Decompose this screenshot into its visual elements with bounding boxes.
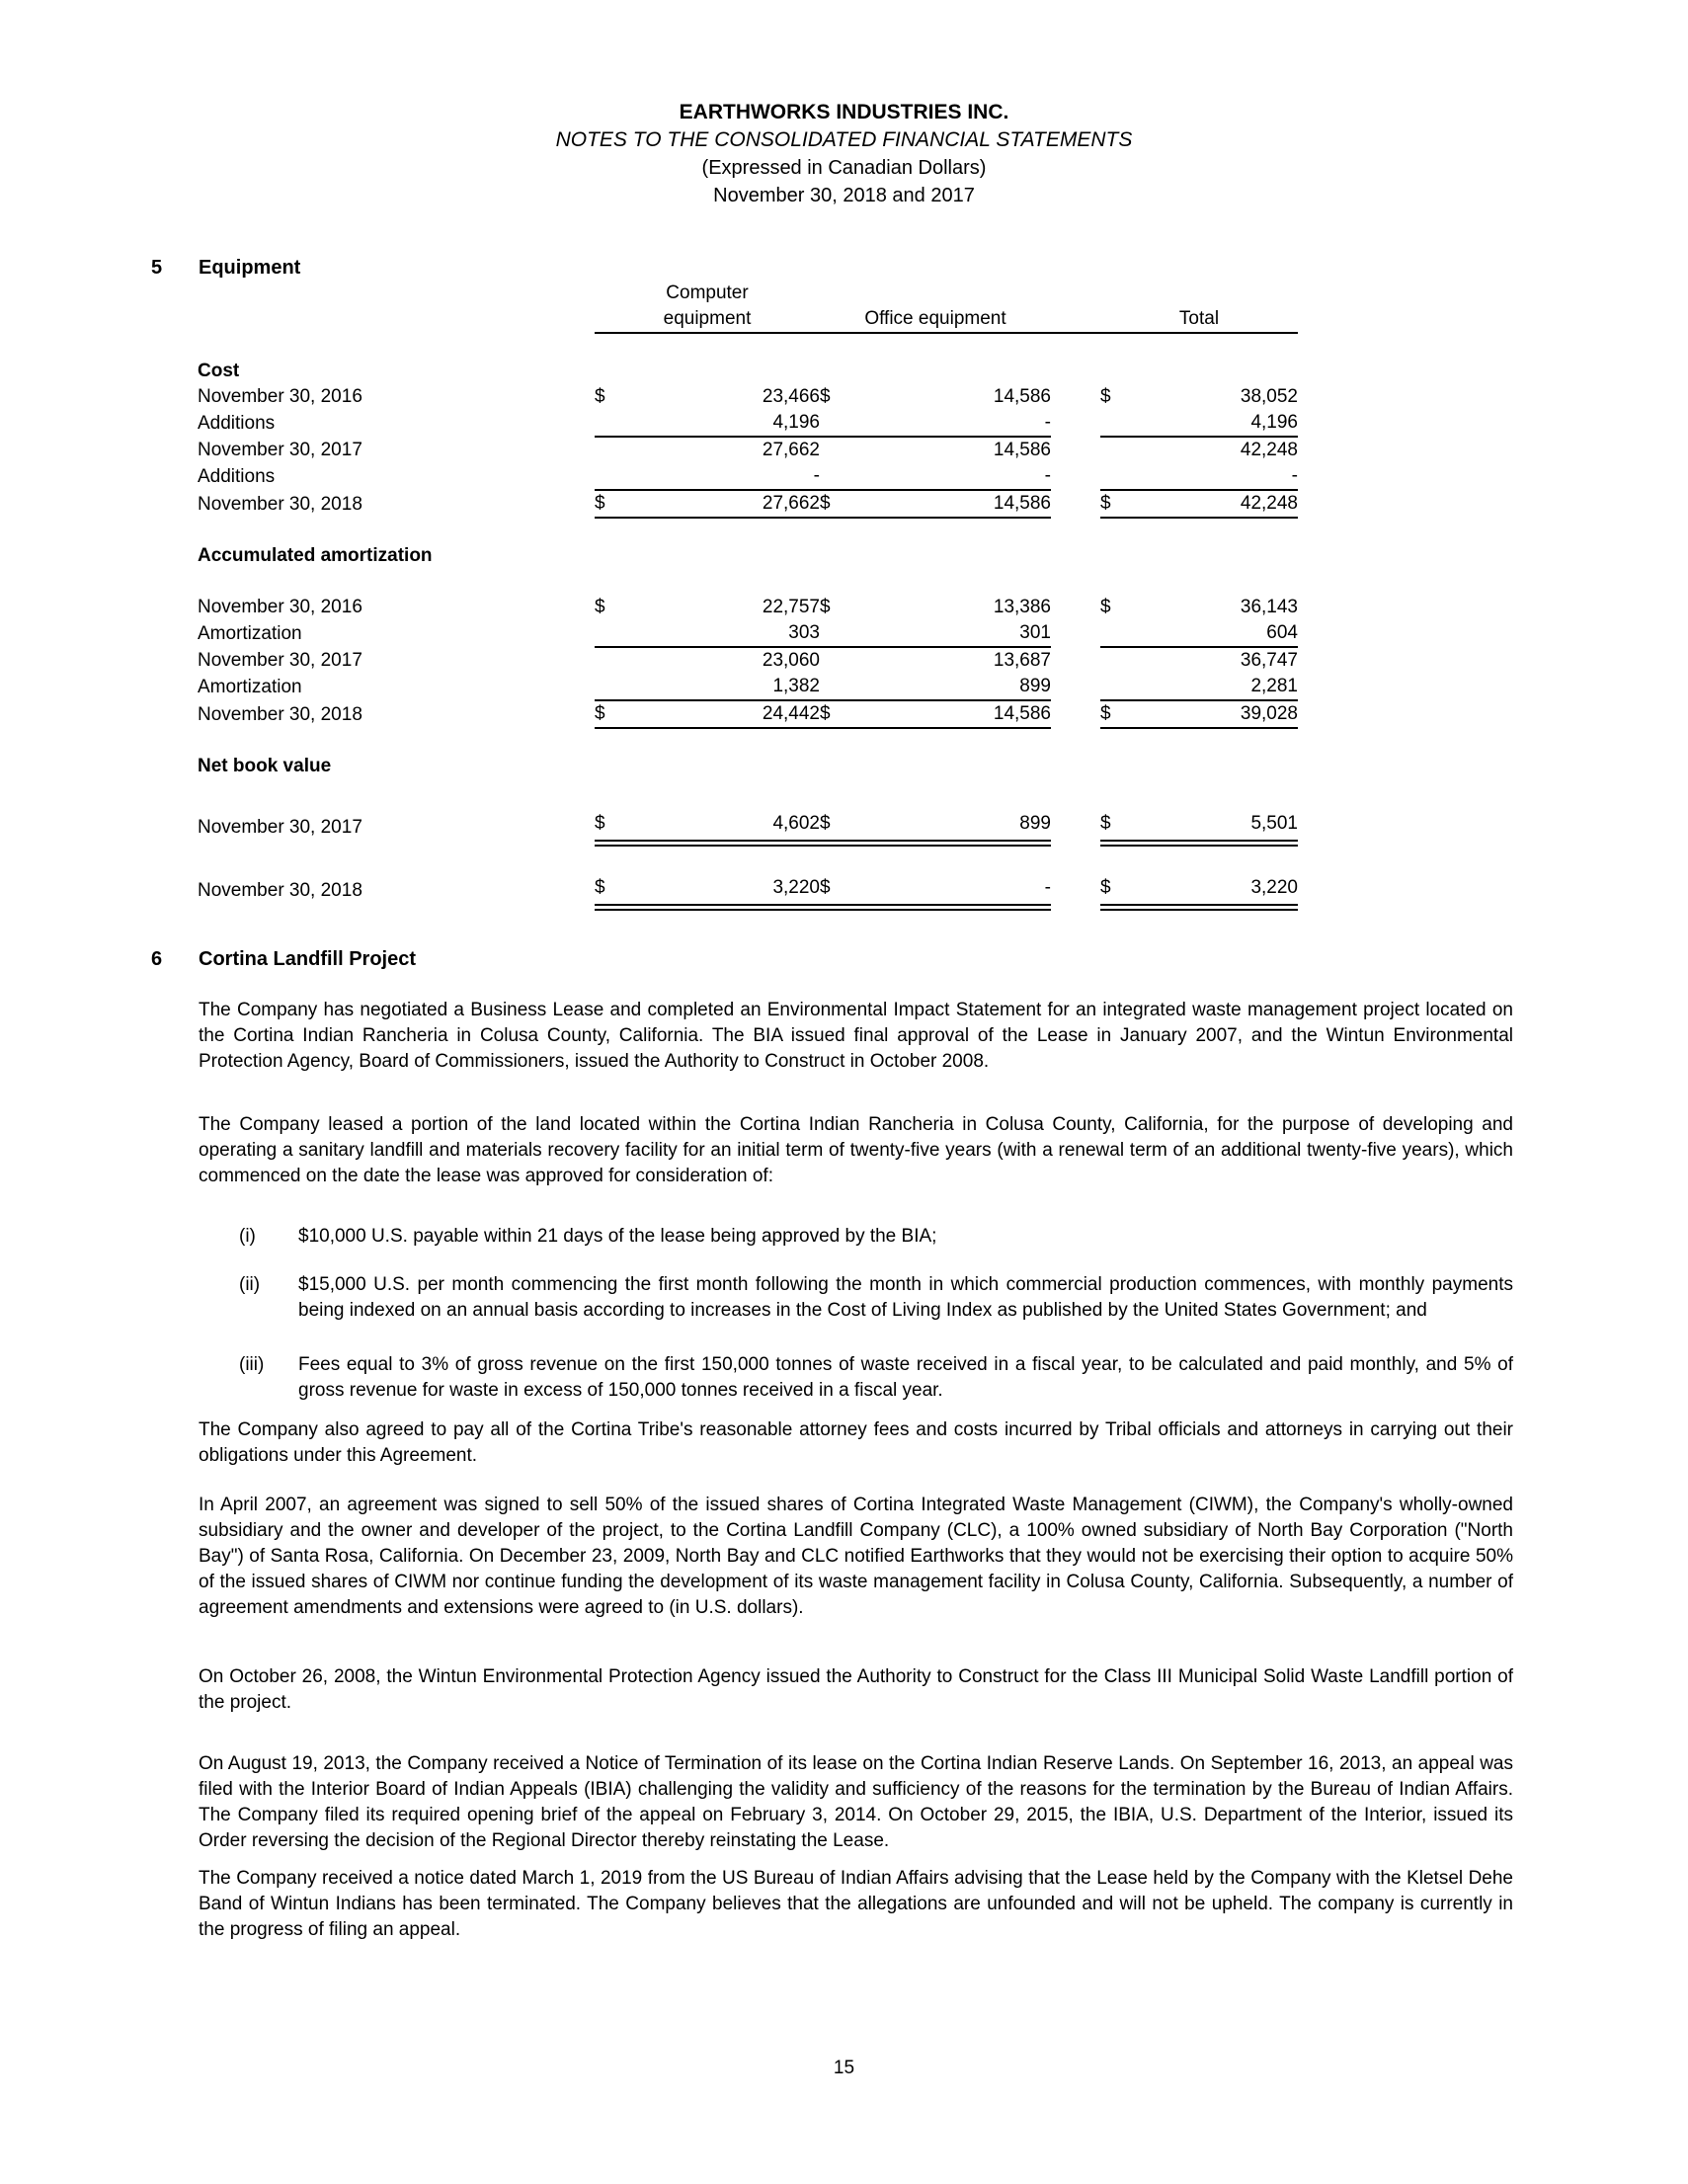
paragraph-attorney-fees: The Company also agreed to pay all of the Cortina Tribe's reasonable attorney fees and costs incurred by Tribal officials and attorneys in carrying out their obligations under this Agreement. xyxy=(199,1418,1513,1466)
cost-section-label-row xyxy=(198,359,1298,384)
amount-office: 899 xyxy=(855,674,1051,700)
column-gap xyxy=(1051,410,1100,437)
currency-symbol xyxy=(1100,437,1140,463)
currency-symbol xyxy=(595,674,624,700)
currency-symbol: $ xyxy=(1100,490,1140,518)
currency-symbol xyxy=(1100,674,1140,700)
column-gap xyxy=(1051,437,1100,463)
amount-office: - xyxy=(855,869,1051,908)
table-row xyxy=(198,620,1298,647)
page-number: 15 xyxy=(833,2058,855,2078)
table-row xyxy=(198,805,1298,844)
list-marker: (ii) xyxy=(239,1273,261,1295)
currency-symbol xyxy=(820,410,855,437)
table-row xyxy=(198,674,1298,700)
paragraph-business-lease: The Company has negotiated a Business Lease and completed an Environmental Impact Statement for an integrated waste management project located on the Cortina Indian Rancheria in Colusa County, California. The BIA issued final approval of the Lease in January 2007, and the Wintun Environmental Protection Agency, Board of Commissioners, issued the Authority to Construct in October 2008. xyxy=(199,999,1513,1072)
header-spacer xyxy=(820,281,1051,306)
table-row xyxy=(198,384,1298,410)
paragraph-share-agreement: In April 2007, an agreement was signed to sell 50% of the issued shares of Cortina Integrated Waste Management (CIWM), the Company's wholly-owned subsidiary and the owner and developer of the project, to the Cortina Landfill Company (CLC), a 100% owned subsidiary of North Bay Corporation ("North Bay") of Santa Rosa, California. On December 23, 2009, North Bay and CLC notified Earthworks that they would not be exercising their option to acquire 50% of the issued shares of CIWM nor continue funding the development of its waste management facility in Colusa County, California. Subsequently, a number of agreement amendments and extensions were agreed to (in U.S. dollars). xyxy=(199,1494,1513,1618)
currency-symbol: $ xyxy=(820,597,831,617)
column-header-office: Office equipment xyxy=(820,306,1051,333)
currency-symbol: $ xyxy=(595,386,605,407)
equipment-table xyxy=(198,281,1298,911)
spacer-row xyxy=(198,569,1298,595)
net-book-value-label-row xyxy=(198,754,1298,779)
currency-symbol xyxy=(1100,463,1140,490)
amount-total: 4,196 xyxy=(1140,410,1298,437)
amount-computer: 3,220 xyxy=(624,869,820,908)
currency-symbol: $ xyxy=(1100,869,1140,908)
paragraph-lease-termination-appeal: On August 19, 2013, the Company received a Notice of Termination of its lease on the Cortina Indian Reserve Lands. On September 16, 2013, an appeal was filed with the Interior Board of Indian Appeals (IBIA) challenging the validity and sufficiency of the reasons for the termination by the Bureau of Indian Affairs. The Company filed its required opening brief of the appeal on February 3, 2014. On October 29, 2015, the IBIA, U.S. Department of the Interior, issued its Order reversing the decision of the Regional Director thereby reinstating the Lease. xyxy=(199,1752,1513,1851)
column-gap xyxy=(1051,384,1100,410)
currency-symbol xyxy=(820,674,855,700)
section-number: 6 xyxy=(151,947,163,970)
table-row xyxy=(198,437,1298,463)
table-row xyxy=(198,410,1298,437)
currency-symbol xyxy=(820,437,855,463)
column-header-total: Total xyxy=(1100,306,1298,333)
currency-symbol: $ xyxy=(1100,597,1111,617)
currency-symbol: $ xyxy=(820,869,855,908)
list-item-text: $10,000 U.S. payable within 21 days of the lease being approved by the BIA; xyxy=(298,1225,937,1247)
spacer-row xyxy=(198,728,1298,754)
column-gap xyxy=(1051,463,1100,490)
amount-computer: 303 xyxy=(624,620,820,647)
table-row xyxy=(198,490,1298,518)
company-name: EARTHWORKS INDUSTRIES INC. xyxy=(679,101,1009,123)
currency-symbol: $ xyxy=(1100,700,1140,728)
currency-symbol xyxy=(1100,620,1140,647)
document-header xyxy=(0,0,1688,209)
row-label: Additions xyxy=(198,413,276,434)
currency-symbol: $ xyxy=(820,386,831,407)
row-label: Amortization xyxy=(198,623,302,644)
row-label: November 30, 2016 xyxy=(198,386,362,407)
currency-symbol xyxy=(820,463,855,490)
list-item xyxy=(239,1224,1513,1250)
column-header-computer-line1: Computer xyxy=(666,283,749,303)
currency-symbol xyxy=(1100,410,1140,437)
paragraph-lease-terms: The Company leased a portion of the land located within the Cortina Indian Rancheria in Colusa County, California, for the purpose of developing and operating a sanitary landfill and materials recovery facility for an initial term of twenty-five years (with a renewal term of an additional twenty-five years), which commenced on the date the lease was approved for consideration of: xyxy=(199,1113,1513,1186)
amount-office: 14,586 xyxy=(993,440,1051,460)
section-number: 5 xyxy=(151,257,163,279)
amount-computer: 22,757 xyxy=(762,597,820,617)
section-title: Cortina Landfill Project xyxy=(199,947,417,970)
spacer-row xyxy=(198,844,1298,869)
list-item-text: $15,000 U.S. per month commencing the first month following the month in which commercial production commences, with monthly payments being indexed on an annual basis according to increases in the Cost of Living Index as published by the United States Government; and xyxy=(298,1273,1513,1321)
column-gap xyxy=(1051,647,1100,674)
amount-total: 36,143 xyxy=(1240,597,1298,617)
header-spacer xyxy=(1100,281,1298,306)
column-gap xyxy=(1051,490,1100,518)
column-gap xyxy=(1051,700,1100,728)
currency-symbol xyxy=(820,620,855,647)
currency-symbol: $ xyxy=(595,869,624,908)
currency-symbol: $ xyxy=(1100,805,1140,844)
amortization-section-label: Accumulated amortization xyxy=(198,545,433,566)
amount-office: 13,687 xyxy=(993,650,1051,671)
amount-office: 14,586 xyxy=(855,700,1051,728)
net-book-value-label: Net book value xyxy=(198,756,332,776)
currency-symbol xyxy=(595,620,624,647)
column-gap xyxy=(1051,595,1100,620)
list-marker: (i) xyxy=(239,1225,256,1247)
section-title: Equipment xyxy=(199,257,301,279)
row-label: November 30, 2018 xyxy=(198,880,362,901)
currency-symbol xyxy=(595,410,624,437)
header-spacer xyxy=(198,306,595,333)
amount-total: 604 xyxy=(1140,620,1298,647)
amount-office: 899 xyxy=(855,805,1051,844)
amount-computer: 23,466 xyxy=(762,386,820,407)
spacer-row xyxy=(198,518,1298,543)
table-row xyxy=(198,463,1298,490)
paragraph-authority-to-construct: On October 26, 2008, the Wintun Environmental Protection Agency issued the Authority to Construct for the Class III Municipal Solid Waste Landfill portion of the project. xyxy=(199,1665,1513,1713)
row-label: November 30, 2017 xyxy=(198,440,362,460)
row-label: Amortization xyxy=(198,677,302,697)
amount-office: - xyxy=(855,463,1051,490)
currency-symbol xyxy=(595,463,624,490)
currency-symbol: $ xyxy=(595,805,624,844)
list-item-text: Fees equal to 3% of gross revenue on the first 150,000 tonnes of waste received in a fiscal year, to be calculated and paid monthly, and 5% of gross revenue for waste in excess of 150,000 tonnes received in a fiscal year. xyxy=(298,1353,1513,1401)
currency-note: (Expressed in Canadian Dollars) xyxy=(701,157,987,179)
amount-office: 301 xyxy=(855,620,1051,647)
amount-total: 38,052 xyxy=(1240,386,1298,407)
column-header-computer-line2: equipment xyxy=(595,306,820,333)
row-label: November 30, 2017 xyxy=(198,816,362,838)
amount-total: 42,248 xyxy=(1240,440,1298,460)
amount-total: 42,248 xyxy=(1140,490,1298,518)
amount-office: 14,586 xyxy=(855,490,1051,518)
amount-computer: - xyxy=(624,463,820,490)
column-gap xyxy=(1051,306,1100,333)
amortization-section-label-row xyxy=(198,543,1298,569)
amount-total: - xyxy=(1140,463,1298,490)
section-5-heading xyxy=(0,255,1688,281)
currency-symbol: $ xyxy=(595,700,624,728)
table-row xyxy=(198,869,1298,908)
amount-total: 5,501 xyxy=(1140,805,1298,844)
amount-computer: 23,060 xyxy=(762,650,820,671)
header-spacer xyxy=(1051,281,1100,306)
amount-computer: 24,442 xyxy=(624,700,820,728)
row-label: November 30, 2018 xyxy=(198,704,362,725)
list-item xyxy=(239,1352,1513,1404)
currency-symbol: $ xyxy=(820,805,855,844)
spacer-row xyxy=(198,779,1298,805)
cost-section-label: Cost xyxy=(198,361,240,381)
document-title: NOTES TO THE CONSOLIDATED FINANCIAL STATEMENTS xyxy=(555,128,1133,151)
amount-computer: 4,196 xyxy=(624,410,820,437)
currency-symbol xyxy=(820,647,855,674)
currency-symbol: $ xyxy=(820,700,855,728)
row-label: November 30, 2017 xyxy=(198,650,362,671)
currency-symbol xyxy=(595,437,624,463)
row-label: November 30, 2018 xyxy=(198,494,362,515)
paragraph-termination-notice-2019: The Company received a notice dated March 1, 2019 from the US Bureau of Indian Affairs advising that the Lease held by the Company with the Kletsel Dehe Band of Wintun Indians has been terminated. The Company believes that the allegations are unfounded and will not be upheld. The company is currently in the progress of filing an appeal. xyxy=(199,1867,1513,1940)
table-row xyxy=(198,700,1298,728)
amount-total: 2,281 xyxy=(1140,674,1298,700)
amount-office: 13,386 xyxy=(993,597,1051,617)
currency-symbol: $ xyxy=(595,597,605,617)
row-label: November 30, 2016 xyxy=(198,597,362,617)
currency-symbol: $ xyxy=(1100,386,1111,407)
amount-computer: 27,662 xyxy=(624,490,820,518)
table-header-row-1 xyxy=(198,281,1298,306)
currency-symbol xyxy=(595,647,624,674)
column-gap xyxy=(1051,805,1100,844)
currency-symbol: $ xyxy=(820,490,855,518)
table-row xyxy=(198,595,1298,620)
amount-office: 14,586 xyxy=(993,386,1051,407)
amount-office: - xyxy=(855,410,1051,437)
row-label: Additions xyxy=(198,466,276,487)
table-row xyxy=(198,647,1298,674)
amount-total: 36,747 xyxy=(1240,650,1298,671)
column-gap xyxy=(1051,674,1100,700)
list-marker: (iii) xyxy=(239,1353,265,1375)
date-line: November 30, 2018 and 2017 xyxy=(713,185,975,206)
table-header-row-2 xyxy=(198,306,1298,333)
list-item xyxy=(239,1272,1513,1324)
amount-computer: 1,382 xyxy=(624,674,820,700)
spacer-row xyxy=(198,333,1298,359)
column-gap xyxy=(1051,620,1100,647)
amount-computer: 4,602 xyxy=(624,805,820,844)
column-gap xyxy=(1051,869,1100,908)
amount-total: 3,220 xyxy=(1140,869,1298,908)
currency-symbol: $ xyxy=(595,490,624,518)
currency-symbol xyxy=(1100,647,1140,674)
amount-total: 39,028 xyxy=(1140,700,1298,728)
section-6-heading xyxy=(0,946,1688,972)
header-spacer xyxy=(198,281,595,306)
amount-computer: 27,662 xyxy=(762,440,820,460)
